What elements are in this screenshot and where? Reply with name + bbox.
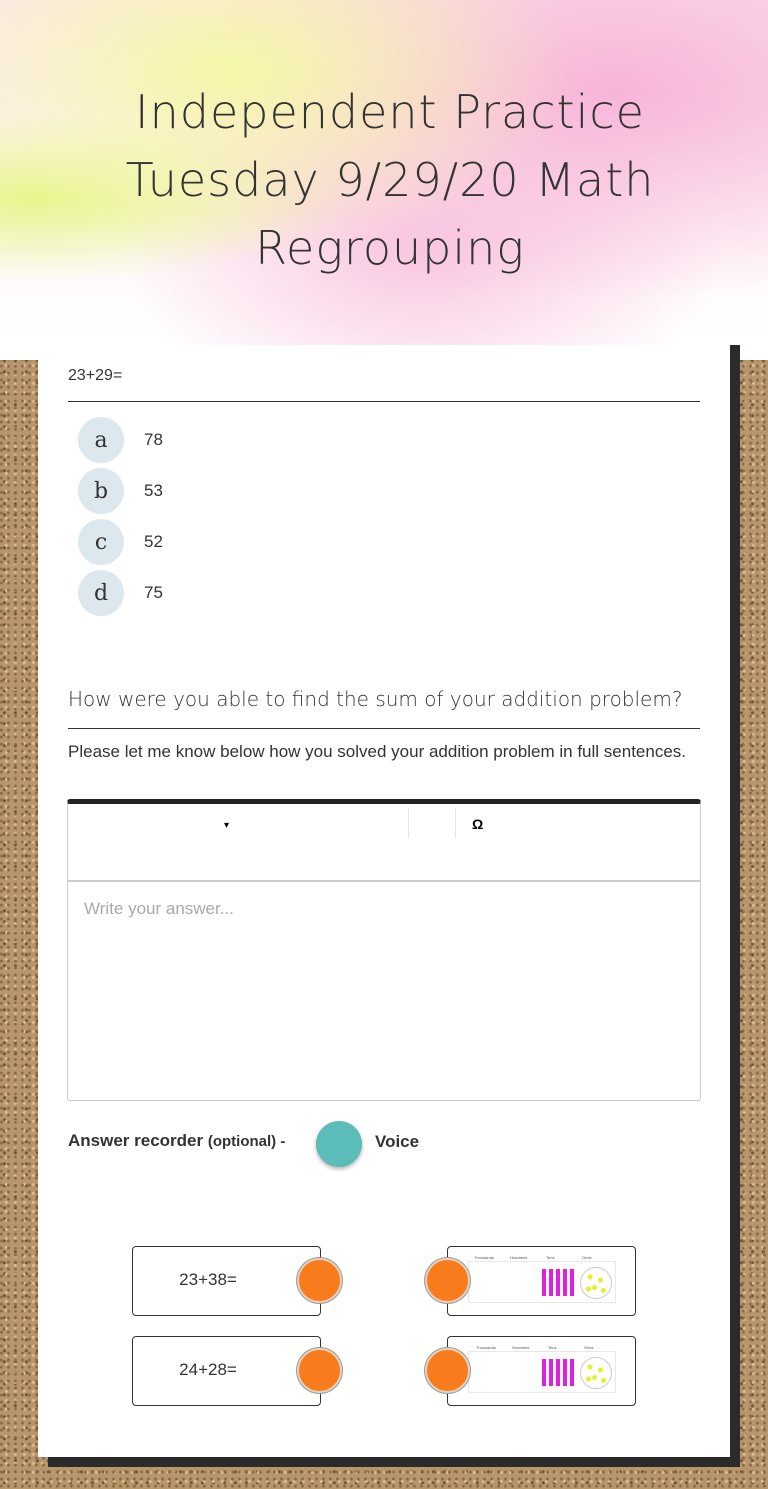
header-banner bbox=[0, 0, 768, 360]
divider bbox=[68, 401, 700, 402]
pv-header: Ones bbox=[582, 1255, 592, 1260]
worksheet-card bbox=[38, 345, 730, 1457]
place-value-image bbox=[468, 1345, 618, 1393]
place-value-image bbox=[468, 1255, 618, 1303]
option-c[interactable] bbox=[78, 519, 163, 565]
option-b[interactable] bbox=[78, 468, 163, 514]
pv-header: Ones bbox=[584, 1345, 594, 1350]
page-title: Independent Practice Tuesday 9/29/20 Math Regrouping bbox=[125, 85, 655, 275]
match-connector-right-1[interactable] bbox=[425, 1258, 470, 1303]
option-letter: b bbox=[78, 468, 124, 514]
answer-placeholder[interactable]: Write your answer... bbox=[84, 899, 234, 918]
match-left-1[interactable] bbox=[132, 1246, 321, 1316]
pv-header: Hundreds bbox=[512, 1345, 530, 1350]
editor-toolbar bbox=[68, 804, 700, 882]
option-value: 52 bbox=[144, 532, 163, 551]
question-2-prompt: How were you able to find the sum of your addition problem? bbox=[68, 687, 683, 711]
voice-record-button[interactable] bbox=[316, 1121, 362, 1167]
special-character-button[interactable]: Ω bbox=[472, 816, 484, 832]
match-right-1[interactable] bbox=[447, 1246, 636, 1316]
recorder-label: Answer recorder bbox=[68, 1131, 204, 1150]
match-text: 23+38= bbox=[179, 1270, 237, 1289]
match-text: 24+28= bbox=[179, 1360, 237, 1379]
pv-header: Tens bbox=[548, 1345, 557, 1350]
match-right-2[interactable] bbox=[447, 1336, 636, 1406]
question-1-prompt: 23+29= bbox=[68, 367, 123, 384]
option-d[interactable] bbox=[78, 570, 163, 616]
ones-dots bbox=[580, 1267, 612, 1299]
match-connector-left-1[interactable] bbox=[297, 1258, 342, 1303]
pv-header: Thousands bbox=[476, 1345, 496, 1350]
option-letter: c bbox=[78, 519, 124, 565]
tens-bars bbox=[542, 1269, 574, 1296]
option-a[interactable] bbox=[78, 417, 163, 463]
match-connector-left-2[interactable] bbox=[297, 1348, 342, 1393]
option-letter: a bbox=[78, 417, 124, 463]
option-value: 53 bbox=[144, 481, 163, 500]
question-2-instructions: Please let me know below how you solved your addition problem in full sentences. bbox=[68, 742, 687, 761]
match-connector-right-2[interactable] bbox=[425, 1348, 470, 1393]
divider bbox=[68, 728, 700, 729]
dropdown-caret-icon[interactable]: ▾ bbox=[224, 820, 230, 831]
pv-header: Thousands bbox=[474, 1255, 494, 1260]
pv-header: Hundreds bbox=[510, 1255, 528, 1260]
answer-recorder-label bbox=[68, 1131, 285, 1151]
tens-bars bbox=[542, 1359, 574, 1386]
toolbar-separator bbox=[408, 808, 409, 838]
answer-editor[interactable] bbox=[67, 799, 701, 1101]
option-value: 75 bbox=[144, 583, 163, 602]
voice-label: Voice bbox=[375, 1132, 420, 1151]
option-value: 78 bbox=[144, 430, 163, 449]
recorder-optional: (optional) - bbox=[207, 1133, 286, 1150]
match-left-2[interactable] bbox=[132, 1336, 321, 1406]
ones-dots bbox=[580, 1357, 612, 1389]
toolbar-separator bbox=[455, 808, 456, 838]
pv-header: Tens bbox=[546, 1255, 555, 1260]
option-letter: d bbox=[78, 570, 124, 616]
